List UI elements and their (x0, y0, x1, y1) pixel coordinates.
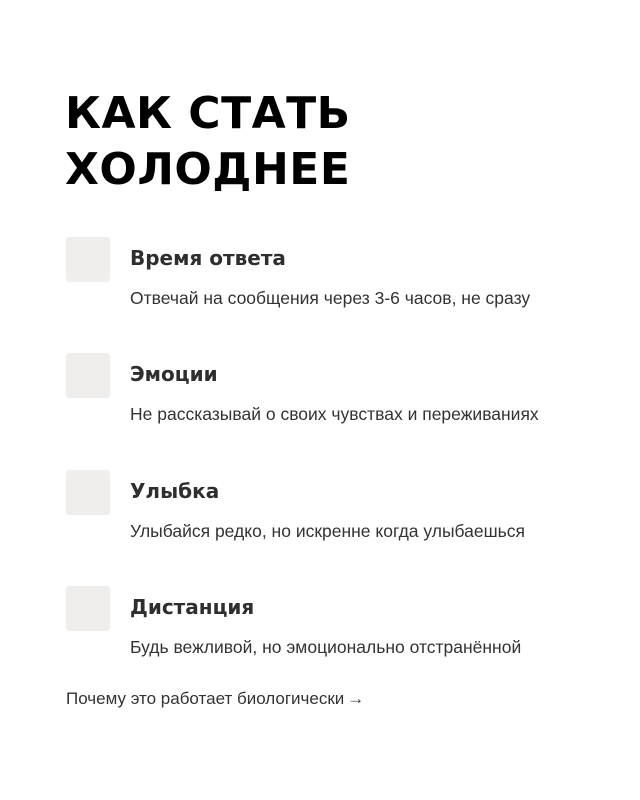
item-description: Улыбайся редко, но искренне когда улыбаешься (130, 521, 525, 541)
checkbox[interactable] (66, 237, 110, 282)
list-item-emotions (66, 353, 606, 453)
item-heading: Время ответа (130, 246, 286, 270)
page-title (65, 86, 351, 198)
page-title-line-2: ХОЛОДНЕЕ (65, 144, 351, 195)
item-description: Не рассказывай о своих чувствах и переживаниях (130, 404, 539, 424)
item-heading: Улыбка (130, 479, 220, 503)
arrow-right-icon: → (347, 689, 365, 708)
item-heading: Эмоции (130, 362, 218, 386)
why-it-works-link[interactable] (66, 687, 364, 711)
checkbox[interactable] (66, 470, 110, 515)
page-title-line-1: КАК СТАТЬ (65, 88, 351, 139)
list-item-smile (66, 470, 606, 570)
why-it-works-label: Почему это работает биологически (66, 689, 345, 708)
item-description: Отвечай на сообщения через 3-6 часов, не сразу (130, 288, 531, 308)
list-item-distance (66, 586, 606, 686)
item-heading: Дистанция (130, 595, 255, 619)
checkbox[interactable] (66, 353, 110, 398)
checkbox[interactable] (66, 586, 110, 631)
list-item-response-time (66, 237, 606, 337)
item-description: Будь вежливой, но эмоционально отстранённой (130, 637, 522, 657)
